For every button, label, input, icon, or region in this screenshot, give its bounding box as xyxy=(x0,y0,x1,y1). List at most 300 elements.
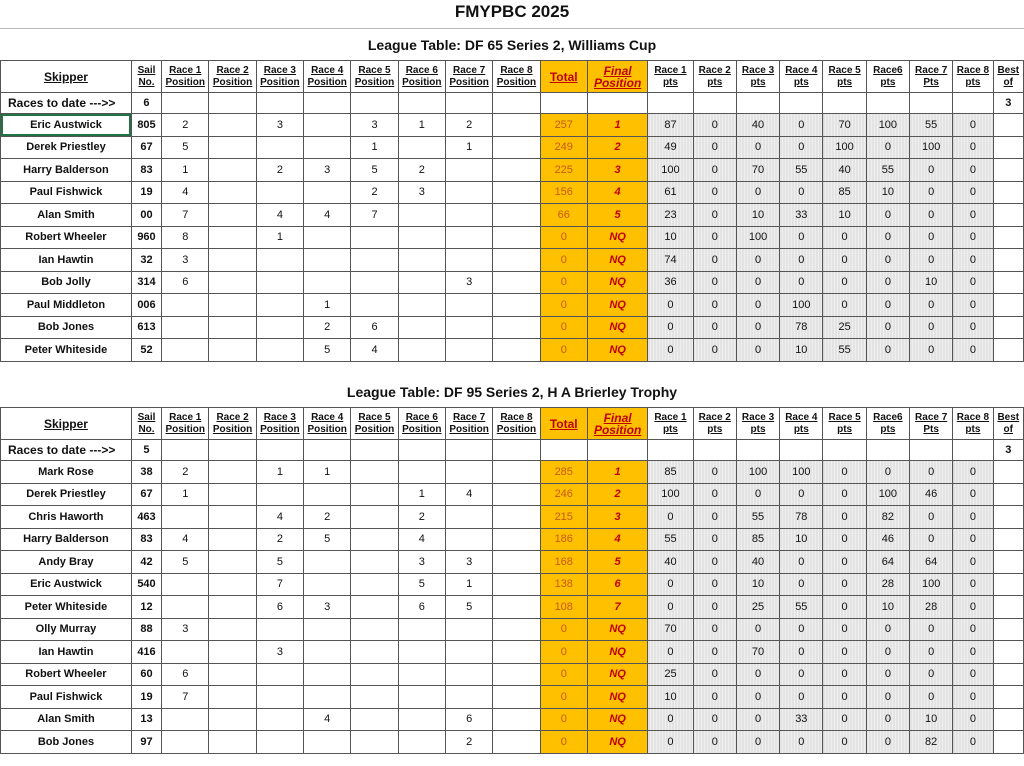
race-4-pts-cell[interactable]: 0 xyxy=(780,136,823,159)
race-5-pts-cell[interactable]: 0 xyxy=(823,483,866,506)
total-cell[interactable]: 186 xyxy=(540,528,587,551)
race-3-position-cell[interactable]: 1 xyxy=(256,461,303,484)
race-5-position-cell[interactable] xyxy=(351,618,398,641)
sail-number-cell[interactable]: 463 xyxy=(131,506,161,529)
best-of-cell[interactable] xyxy=(993,663,1023,686)
race-8-pts-cell[interactable]: 0 xyxy=(953,596,993,619)
race-8-position-cell[interactable] xyxy=(493,663,540,686)
race-1-pts-cell[interactable]: 0 xyxy=(648,573,693,596)
header-race-8-position[interactable] xyxy=(493,408,540,440)
empty-cell[interactable] xyxy=(209,93,256,114)
race-5-position-cell[interactable] xyxy=(351,551,398,574)
race-2-pts-cell[interactable]: 0 xyxy=(693,708,736,731)
race-1-pts-cell[interactable]: 25 xyxy=(648,663,693,686)
race-3-pts-cell[interactable]: 0 xyxy=(736,731,779,754)
race-5-pts-cell[interactable]: 0 xyxy=(823,226,866,249)
header-race-2-pts[interactable] xyxy=(693,61,736,93)
total-cell[interactable]: 138 xyxy=(540,573,587,596)
sail-number-cell[interactable]: 67 xyxy=(131,136,161,159)
race-7-position-cell[interactable] xyxy=(445,204,492,227)
sail-number-cell[interactable]: 540 xyxy=(131,573,161,596)
empty-cell[interactable] xyxy=(540,93,587,114)
empty-cell[interactable] xyxy=(823,440,866,461)
race-7-pts-cell[interactable]: 0 xyxy=(910,528,953,551)
race-5-position-cell[interactable] xyxy=(351,506,398,529)
skipper-cell[interactable]: Robert Wheeler xyxy=(1,663,132,686)
race-2-pts-cell[interactable]: 0 xyxy=(693,294,736,317)
race-6-position-cell[interactable]: 2 xyxy=(398,159,445,182)
race-5-pts-cell[interactable]: 0 xyxy=(823,528,866,551)
race-5-position-cell[interactable]: 2 xyxy=(351,181,398,204)
race-1-pts-cell[interactable]: 55 xyxy=(648,528,693,551)
race-4-pts-cell[interactable]: 55 xyxy=(780,159,823,182)
race-4-pts-cell[interactable]: 100 xyxy=(780,461,823,484)
empty-cell[interactable] xyxy=(587,440,647,461)
race-7-position-cell[interactable] xyxy=(445,294,492,317)
race-6-position-cell[interactable] xyxy=(398,316,445,339)
race-7-position-cell[interactable]: 5 xyxy=(445,596,492,619)
header-race-6-pts[interactable] xyxy=(866,408,909,440)
race-6-pts-cell[interactable]: 0 xyxy=(866,249,909,272)
race-6-pts-cell[interactable]: 0 xyxy=(866,708,909,731)
sail-number-cell[interactable]: 19 xyxy=(131,686,161,709)
race-7-pts-cell[interactable]: 0 xyxy=(910,226,953,249)
race-6-position-cell[interactable]: 1 xyxy=(398,114,445,137)
sail-number-cell[interactable]: 416 xyxy=(131,641,161,664)
race-4-position-cell[interactable] xyxy=(304,686,351,709)
race-7-pts-cell[interactable]: 0 xyxy=(910,461,953,484)
race-4-position-cell[interactable] xyxy=(304,551,351,574)
race-6-pts-cell[interactable]: 0 xyxy=(866,136,909,159)
skipper-cell[interactable]: Chris Haworth xyxy=(1,506,132,529)
total-cell[interactable]: 0 xyxy=(540,294,587,317)
race-3-position-cell[interactable]: 4 xyxy=(256,506,303,529)
skipper-cell[interactable]: Harry Balderson xyxy=(1,528,132,551)
sail-number-cell[interactable]: 38 xyxy=(131,461,161,484)
sail-number-cell[interactable]: 006 xyxy=(131,294,161,317)
race-8-pts-cell[interactable]: 0 xyxy=(953,731,993,754)
header-race-3-pts[interactable] xyxy=(736,61,779,93)
skipper-cell[interactable]: Harry Balderson xyxy=(1,159,132,182)
race-3-pts-cell[interactable]: 10 xyxy=(736,573,779,596)
race-3-pts-cell[interactable]: 70 xyxy=(736,159,779,182)
header-race-6-position[interactable] xyxy=(398,61,445,93)
empty-cell[interactable] xyxy=(398,93,445,114)
race-2-position-cell[interactable] xyxy=(209,316,256,339)
empty-cell[interactable] xyxy=(866,440,909,461)
race-1-pts-cell[interactable]: 100 xyxy=(648,159,693,182)
race-6-pts-cell[interactable]: 64 xyxy=(866,551,909,574)
race-2-pts-cell[interactable]: 0 xyxy=(693,204,736,227)
race-6-position-cell[interactable]: 1 xyxy=(398,483,445,506)
total-cell[interactable]: 108 xyxy=(540,596,587,619)
race-5-position-cell[interactable]: 4 xyxy=(351,339,398,362)
race-2-position-cell[interactable] xyxy=(209,181,256,204)
race-5-position-cell[interactable]: 5 xyxy=(351,159,398,182)
race-5-pts-cell[interactable]: 0 xyxy=(823,641,866,664)
race-3-position-cell[interactable] xyxy=(256,181,303,204)
skipper-cell[interactable]: Peter Whiteside xyxy=(1,596,132,619)
sail-number-cell[interactable]: 19 xyxy=(131,181,161,204)
empty-cell[interactable] xyxy=(866,93,909,114)
race-8-position-cell[interactable] xyxy=(493,339,540,362)
race-1-pts-cell[interactable]: 49 xyxy=(648,136,693,159)
empty-cell[interactable] xyxy=(953,440,993,461)
race-5-position-cell[interactable] xyxy=(351,483,398,506)
race-6-pts-cell[interactable]: 0 xyxy=(866,618,909,641)
race-1-position-cell[interactable]: 1 xyxy=(162,483,209,506)
best-of-cell[interactable] xyxy=(993,461,1023,484)
best-of-cell[interactable] xyxy=(993,686,1023,709)
race-8-position-cell[interactable] xyxy=(493,316,540,339)
race-3-position-cell[interactable]: 1 xyxy=(256,226,303,249)
race-7-position-cell[interactable]: 4 xyxy=(445,483,492,506)
sail-number-cell[interactable]: 67 xyxy=(131,483,161,506)
race-3-pts-cell[interactable]: 85 xyxy=(736,528,779,551)
race-4-position-cell[interactable]: 3 xyxy=(304,596,351,619)
header-race-7-position[interactable] xyxy=(445,408,492,440)
race-6-pts-cell[interactable]: 0 xyxy=(866,641,909,664)
final-position-cell[interactable]: NQ xyxy=(587,294,647,317)
race-8-pts-cell[interactable]: 0 xyxy=(953,114,993,137)
race-8-position-cell[interactable] xyxy=(493,641,540,664)
header-race-2-pts[interactable] xyxy=(693,408,736,440)
race-1-position-cell[interactable] xyxy=(162,708,209,731)
race-5-pts-cell[interactable]: 40 xyxy=(823,159,866,182)
race-4-pts-cell[interactable]: 0 xyxy=(780,181,823,204)
total-cell[interactable]: 285 xyxy=(540,461,587,484)
race-3-position-cell[interactable] xyxy=(256,271,303,294)
sail-number-cell[interactable]: 314 xyxy=(131,271,161,294)
header-total[interactable]: Total xyxy=(540,61,587,93)
race-4-pts-cell[interactable]: 33 xyxy=(780,708,823,731)
race-7-pts-cell[interactable]: 0 xyxy=(910,506,953,529)
race-4-position-cell[interactable] xyxy=(304,573,351,596)
race-6-position-cell[interactable] xyxy=(398,618,445,641)
race-3-position-cell[interactable]: 2 xyxy=(256,528,303,551)
final-position-cell[interactable]: NQ xyxy=(587,708,647,731)
race-4-position-cell[interactable]: 3 xyxy=(304,159,351,182)
header-race-1-pts[interactable] xyxy=(648,408,693,440)
race-2-position-cell[interactable] xyxy=(209,551,256,574)
race-6-pts-cell[interactable]: 82 xyxy=(866,506,909,529)
race-1-pts-cell[interactable]: 74 xyxy=(648,249,693,272)
race-1-position-cell[interactable]: 6 xyxy=(162,663,209,686)
empty-cell[interactable] xyxy=(445,93,492,114)
final-position-cell[interactable]: 2 xyxy=(587,483,647,506)
skipper-cell[interactable]: Olly Murray xyxy=(1,618,132,641)
race-1-position-cell[interactable]: 2 xyxy=(162,114,209,137)
header-race-2-position[interactable] xyxy=(209,61,256,93)
race-3-position-cell[interactable]: 5 xyxy=(256,551,303,574)
race-8-pts-cell[interactable]: 0 xyxy=(953,506,993,529)
race-1-position-cell[interactable]: 6 xyxy=(162,271,209,294)
skipper-cell[interactable]: Ian Hawtin xyxy=(1,641,132,664)
race-8-position-cell[interactable] xyxy=(493,226,540,249)
race-6-pts-cell[interactable]: 100 xyxy=(866,114,909,137)
race-8-position-cell[interactable] xyxy=(493,136,540,159)
race-6-pts-cell[interactable]: 10 xyxy=(866,596,909,619)
final-position-cell[interactable]: 1 xyxy=(587,114,647,137)
race-4-position-cell[interactable]: 4 xyxy=(304,708,351,731)
final-position-cell[interactable]: 3 xyxy=(587,159,647,182)
race-2-position-cell[interactable] xyxy=(209,114,256,137)
sail-number-cell[interactable]: 88 xyxy=(131,618,161,641)
race-6-position-cell[interactable] xyxy=(398,731,445,754)
race-3-position-cell[interactable]: 6 xyxy=(256,596,303,619)
race-8-position-cell[interactable] xyxy=(493,181,540,204)
race-8-position-cell[interactable] xyxy=(493,461,540,484)
header-race-8-position[interactable] xyxy=(493,61,540,93)
race-7-pts-cell[interactable]: 100 xyxy=(910,573,953,596)
race-2-position-cell[interactable] xyxy=(209,339,256,362)
race-8-pts-cell[interactable]: 0 xyxy=(953,271,993,294)
race-6-pts-cell[interactable]: 0 xyxy=(866,731,909,754)
header-race-8-pts[interactable] xyxy=(953,408,993,440)
race-7-position-cell[interactable] xyxy=(445,618,492,641)
race-3-pts-cell[interactable]: 100 xyxy=(736,461,779,484)
race-5-pts-cell[interactable]: 0 xyxy=(823,731,866,754)
race-5-pts-cell[interactable]: 100 xyxy=(823,136,866,159)
race-2-pts-cell[interactable]: 0 xyxy=(693,249,736,272)
race-1-pts-cell[interactable]: 36 xyxy=(648,271,693,294)
race-5-pts-cell[interactable]: 0 xyxy=(823,249,866,272)
best-of-cell[interactable] xyxy=(993,708,1023,731)
race-7-pts-cell[interactable]: 0 xyxy=(910,641,953,664)
race-3-pts-cell[interactable]: 0 xyxy=(736,663,779,686)
skipper-cell[interactable]: Peter Whiteside xyxy=(1,339,132,362)
total-cell[interactable]: 257 xyxy=(540,114,587,137)
race-2-position-cell[interactable] xyxy=(209,204,256,227)
race-5-pts-cell[interactable]: 70 xyxy=(823,114,866,137)
final-position-cell[interactable]: NQ xyxy=(587,686,647,709)
race-7-position-cell[interactable] xyxy=(445,249,492,272)
race-7-pts-cell[interactable]: 0 xyxy=(910,294,953,317)
race-1-pts-cell[interactable]: 87 xyxy=(648,114,693,137)
empty-cell[interactable] xyxy=(304,440,351,461)
skipper-cell[interactable]: Derek Priestley xyxy=(1,136,132,159)
final-position-cell[interactable]: NQ xyxy=(587,226,647,249)
sail-number-cell[interactable]: 60 xyxy=(131,663,161,686)
race-7-position-cell[interactable] xyxy=(445,506,492,529)
header-best-of[interactable] xyxy=(993,408,1023,440)
race-6-pts-cell[interactable]: 28 xyxy=(866,573,909,596)
empty-cell[interactable] xyxy=(910,440,953,461)
best-of-cell[interactable] xyxy=(993,596,1023,619)
race-2-pts-cell[interactable]: 0 xyxy=(693,483,736,506)
race-5-pts-cell[interactable]: 0 xyxy=(823,573,866,596)
race-7-pts-cell[interactable]: 46 xyxy=(910,483,953,506)
race-1-pts-cell[interactable]: 0 xyxy=(648,506,693,529)
race-7-pts-cell[interactable]: 100 xyxy=(910,136,953,159)
race-3-position-cell[interactable]: 4 xyxy=(256,204,303,227)
sail-number-cell[interactable]: 42 xyxy=(131,551,161,574)
race-6-pts-cell[interactable]: 0 xyxy=(866,461,909,484)
total-cell[interactable]: 0 xyxy=(540,316,587,339)
race-3-position-cell[interactable] xyxy=(256,686,303,709)
race-4-position-cell[interactable] xyxy=(304,663,351,686)
skipper-cell[interactable]: Alan Smith xyxy=(1,708,132,731)
race-3-pts-cell[interactable]: 100 xyxy=(736,226,779,249)
total-cell[interactable]: 0 xyxy=(540,708,587,731)
race-2-position-cell[interactable] xyxy=(209,271,256,294)
skipper-cell[interactable]: Bob Jones xyxy=(1,316,132,339)
race-3-pts-cell[interactable]: 0 xyxy=(736,316,779,339)
race-2-position-cell[interactable] xyxy=(209,159,256,182)
race-8-pts-cell[interactable]: 0 xyxy=(953,339,993,362)
race-6-position-cell[interactable] xyxy=(398,339,445,362)
race-5-position-cell[interactable]: 3 xyxy=(351,114,398,137)
race-7-position-cell[interactable]: 2 xyxy=(445,114,492,137)
race-6-position-cell[interactable]: 4 xyxy=(398,528,445,551)
header-race-5-pts[interactable] xyxy=(823,61,866,93)
race-3-pts-cell[interactable]: 10 xyxy=(736,204,779,227)
race-1-position-cell[interactable]: 1 xyxy=(162,159,209,182)
race-1-pts-cell[interactable]: 0 xyxy=(648,731,693,754)
best-of-cell[interactable] xyxy=(993,226,1023,249)
race-1-position-cell[interactable]: 7 xyxy=(162,686,209,709)
best-of-cell[interactable] xyxy=(993,249,1023,272)
race-6-position-cell[interactable] xyxy=(398,641,445,664)
race-4-position-cell[interactable]: 2 xyxy=(304,506,351,529)
race-8-position-cell[interactable] xyxy=(493,114,540,137)
race-4-pts-cell[interactable]: 100 xyxy=(780,294,823,317)
race-4-position-cell[interactable]: 1 xyxy=(304,461,351,484)
race-7-position-cell[interactable] xyxy=(445,181,492,204)
empty-cell[interactable] xyxy=(256,93,303,114)
race-3-position-cell[interactable] xyxy=(256,663,303,686)
race-4-pts-cell[interactable]: 0 xyxy=(780,731,823,754)
best-of-cell[interactable] xyxy=(993,204,1023,227)
header-race-5-pts[interactable] xyxy=(823,408,866,440)
race-2-pts-cell[interactable]: 0 xyxy=(693,136,736,159)
total-cell[interactable]: 0 xyxy=(540,663,587,686)
race-7-position-cell[interactable] xyxy=(445,528,492,551)
best-of-cell[interactable] xyxy=(993,271,1023,294)
race-8-position-cell[interactable] xyxy=(493,573,540,596)
race-4-position-cell[interactable]: 5 xyxy=(304,339,351,362)
header-race-1-position[interactable] xyxy=(162,408,209,440)
race-1-pts-cell[interactable]: 0 xyxy=(648,708,693,731)
best-of-cell[interactable] xyxy=(993,618,1023,641)
race-7-position-cell[interactable]: 6 xyxy=(445,708,492,731)
sail-number-cell[interactable]: 83 xyxy=(131,528,161,551)
race-8-position-cell[interactable] xyxy=(493,249,540,272)
race-8-pts-cell[interactable]: 0 xyxy=(953,686,993,709)
race-4-position-cell[interactable] xyxy=(304,114,351,137)
total-cell[interactable]: 66 xyxy=(540,204,587,227)
race-2-pts-cell[interactable]: 0 xyxy=(693,596,736,619)
final-position-cell[interactable]: 6 xyxy=(587,573,647,596)
race-6-position-cell[interactable]: 2 xyxy=(398,506,445,529)
race-6-pts-cell[interactable]: 0 xyxy=(866,339,909,362)
race-1-position-cell[interactable]: 3 xyxy=(162,249,209,272)
race-1-pts-cell[interactable]: 23 xyxy=(648,204,693,227)
header-sail-no[interactable] xyxy=(131,61,161,93)
race-8-position-cell[interactable] xyxy=(493,731,540,754)
empty-cell[interactable] xyxy=(693,440,736,461)
header-skipper[interactable]: Skipper xyxy=(1,61,132,93)
race-5-position-cell[interactable]: 6 xyxy=(351,316,398,339)
race-7-pts-cell[interactable]: 0 xyxy=(910,316,953,339)
race-8-pts-cell[interactable]: 0 xyxy=(953,641,993,664)
race-8-position-cell[interactable] xyxy=(493,204,540,227)
race-7-position-cell[interactable] xyxy=(445,461,492,484)
race-2-position-cell[interactable] xyxy=(209,226,256,249)
skipper-cell[interactable]: Robert Wheeler xyxy=(1,226,132,249)
race-8-position-cell[interactable] xyxy=(493,483,540,506)
empty-cell[interactable] xyxy=(351,440,398,461)
race-5-position-cell[interactable] xyxy=(351,294,398,317)
final-position-cell[interactable]: NQ xyxy=(587,339,647,362)
race-3-pts-cell[interactable]: 0 xyxy=(736,181,779,204)
race-8-pts-cell[interactable]: 0 xyxy=(953,294,993,317)
race-3-pts-cell[interactable]: 55 xyxy=(736,506,779,529)
race-8-pts-cell[interactable]: 0 xyxy=(953,551,993,574)
final-position-cell[interactable]: 2 xyxy=(587,136,647,159)
race-4-pts-cell[interactable]: 78 xyxy=(780,316,823,339)
race-5-position-cell[interactable]: 1 xyxy=(351,136,398,159)
race-7-pts-cell[interactable]: 82 xyxy=(910,731,953,754)
header-race-6-position[interactable] xyxy=(398,408,445,440)
total-cell[interactable]: 168 xyxy=(540,551,587,574)
race-7-pts-cell[interactable]: 0 xyxy=(910,618,953,641)
final-position-cell[interactable]: 1 xyxy=(587,461,647,484)
total-cell[interactable]: 0 xyxy=(540,271,587,294)
race-4-pts-cell[interactable]: 10 xyxy=(780,339,823,362)
header-sail-no[interactable] xyxy=(131,408,161,440)
sail-number-cell[interactable]: 13 xyxy=(131,708,161,731)
race-1-pts-cell[interactable]: 61 xyxy=(648,181,693,204)
race-6-position-cell[interactable] xyxy=(398,294,445,317)
header-total[interactable]: Total xyxy=(540,408,587,440)
sail-number-cell[interactable]: 805 xyxy=(131,114,161,137)
race-1-position-cell[interactable]: 5 xyxy=(162,551,209,574)
race-4-pts-cell[interactable]: 0 xyxy=(780,618,823,641)
race-2-pts-cell[interactable]: 0 xyxy=(693,316,736,339)
best-of-value[interactable]: 3 xyxy=(993,93,1023,114)
race-2-pts-cell[interactable]: 0 xyxy=(693,461,736,484)
header-race-8-pts[interactable] xyxy=(953,61,993,93)
race-5-pts-cell[interactable]: 0 xyxy=(823,294,866,317)
race-7-position-cell[interactable]: 3 xyxy=(445,551,492,574)
race-1-pts-cell[interactable]: 0 xyxy=(648,294,693,317)
total-cell[interactable]: 156 xyxy=(540,181,587,204)
race-1-position-cell[interactable] xyxy=(162,506,209,529)
race-2-pts-cell[interactable]: 0 xyxy=(693,226,736,249)
race-1-pts-cell[interactable]: 0 xyxy=(648,339,693,362)
race-7-position-cell[interactable] xyxy=(445,316,492,339)
empty-cell[interactable] xyxy=(304,93,351,114)
race-5-pts-cell[interactable]: 10 xyxy=(823,204,866,227)
race-5-pts-cell[interactable]: 0 xyxy=(823,461,866,484)
empty-cell[interactable] xyxy=(162,440,209,461)
best-of-cell[interactable] xyxy=(993,181,1023,204)
race-4-position-cell[interactable] xyxy=(304,641,351,664)
race-7-pts-cell[interactable]: 0 xyxy=(910,339,953,362)
empty-cell[interactable] xyxy=(693,93,736,114)
race-1-position-cell[interactable]: 4 xyxy=(162,181,209,204)
race-3-position-cell[interactable]: 2 xyxy=(256,159,303,182)
total-cell[interactable]: 0 xyxy=(540,249,587,272)
race-8-position-cell[interactable] xyxy=(493,159,540,182)
race-2-position-cell[interactable] xyxy=(209,483,256,506)
race-1-position-cell[interactable]: 7 xyxy=(162,204,209,227)
race-2-pts-cell[interactable]: 0 xyxy=(693,506,736,529)
header-race-7-pts[interactable] xyxy=(910,408,953,440)
header-race-4-position[interactable] xyxy=(304,408,351,440)
race-8-position-cell[interactable] xyxy=(493,596,540,619)
